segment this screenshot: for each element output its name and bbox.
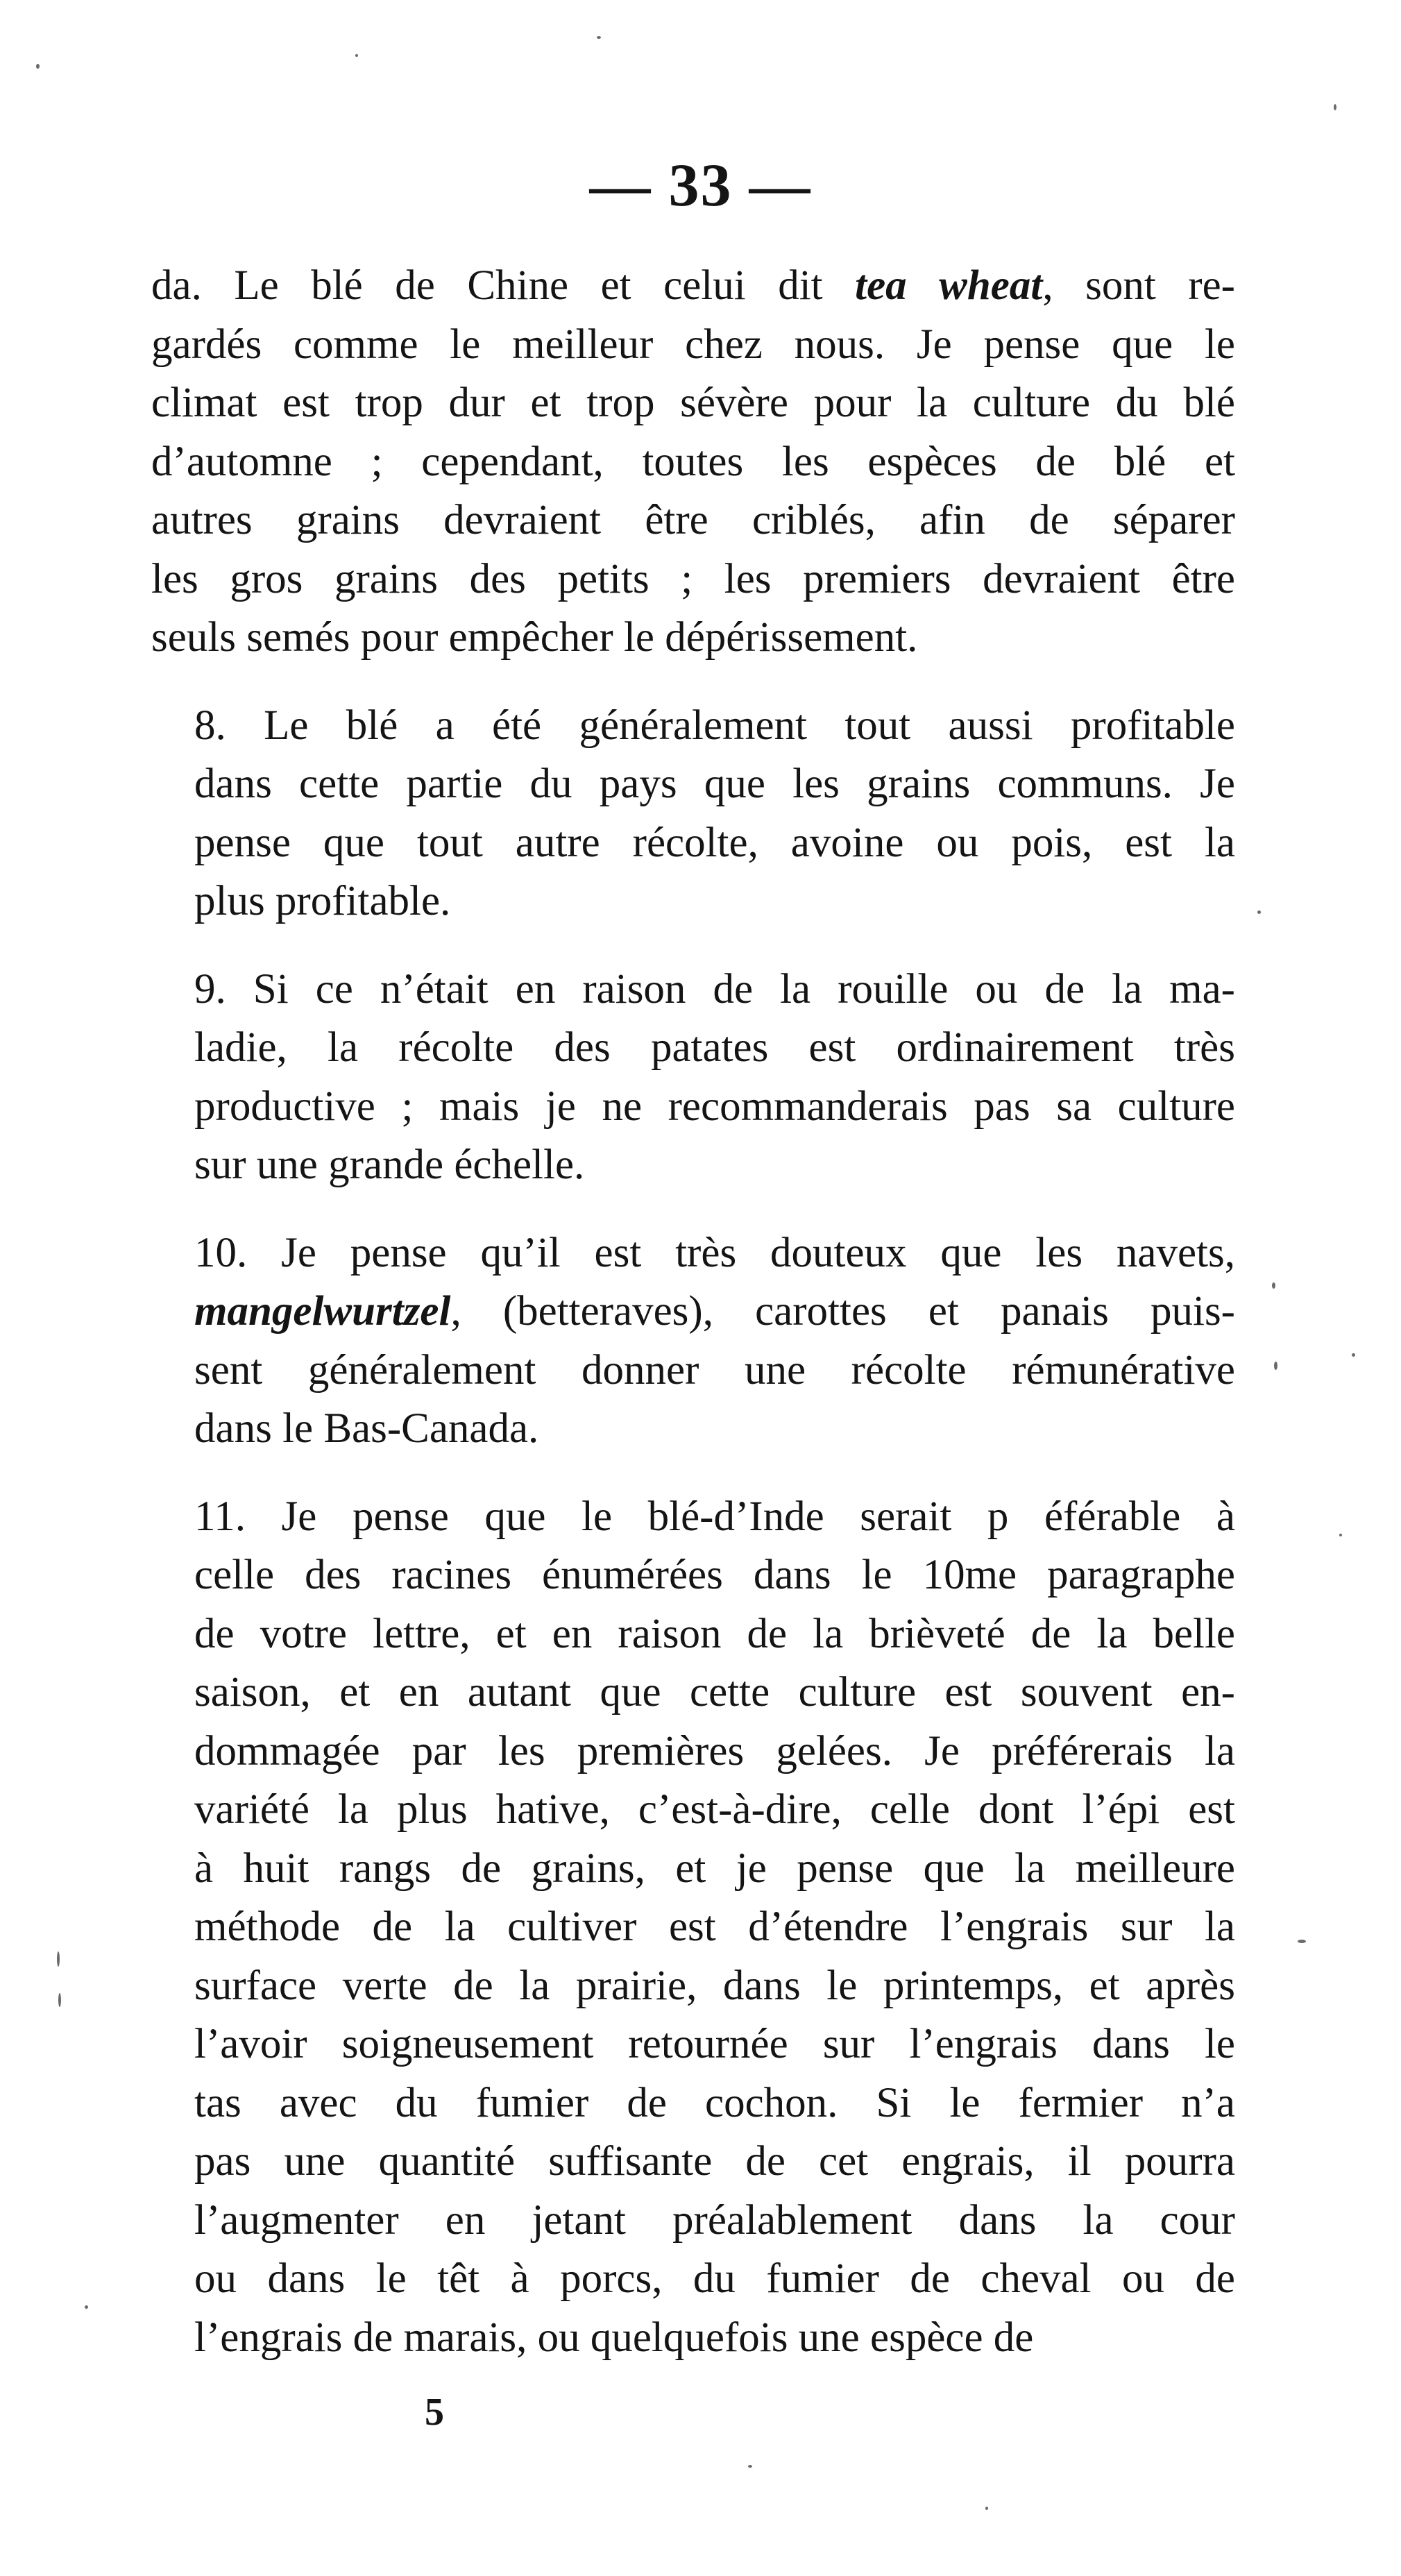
- text-line: saison, et en autant que cette culture est souvent en-: [194, 1669, 1235, 1715]
- scan-speck: [597, 36, 601, 39]
- text-line: dans le Bas-Canada.: [194, 1405, 539, 1452]
- text-line: 10. Je pense qu’il est très douteux que les navets,: [194, 1229, 1235, 1276]
- text-line: de votre lettre, et en raison de la brièveté de la belle: [194, 1610, 1235, 1657]
- text-line: climat est trop dur et trop sévère pour la culture du blé: [151, 380, 1235, 426]
- text-line: productive ; mais je ne recommanderais pas sa culture: [194, 1083, 1235, 1130]
- text-line: 9. Si ce n’était en raison de la rouille ou de la ma-: [194, 965, 1235, 1012]
- text-line: méthode de la cultiver est d’étendre l’engrais sur la: [194, 1904, 1235, 1950]
- scan-speck: [1274, 1362, 1277, 1370]
- page-signature: 5: [425, 2391, 444, 2434]
- scan-speck: [1339, 1534, 1342, 1536]
- text-line: à huit rangs de grains, et je pense que la meilleure: [194, 1845, 1235, 1892]
- text-line: dommagée par les premières gelées. Je préférerais la: [194, 1727, 1235, 1774]
- text-line: 8. Le blé a été généralement tout aussi profitable: [194, 702, 1235, 749]
- text-line: l’engrais de marais, ou quelquefois une espèce de: [194, 2314, 1034, 2361]
- text-line: l’avoir soigneusement retournée sur l’engrais dans le: [194, 2021, 1235, 2067]
- text-line: autres grains devraient être criblés, afin de séparer: [151, 497, 1235, 543]
- scan-speck: [985, 2507, 988, 2510]
- text-line: pas une quantité suffisante de cet engrais, il pourra: [194, 2138, 1235, 2185]
- text-line: mangelwurtzel, (betteraves), carottes et panais puis-: [194, 1288, 1235, 1334]
- scan-speck: [85, 2305, 88, 2309]
- scan-speck: [1298, 1940, 1306, 1943]
- text-line: sur une grande échelle.: [194, 1142, 585, 1188]
- scan-speck: [36, 64, 40, 69]
- scan-speck: [57, 1951, 60, 1967]
- body-text: [151, 257, 1235, 2367]
- paragraph-continuation: [151, 257, 1235, 668]
- text-line: l’augmenter en jetant préalablement dans la cour: [194, 2196, 1235, 2244]
- italic-term: mangelwurtzel: [194, 1288, 451, 1334]
- text-line: pense que tout autre récolte, avoine ou pois, est la: [194, 819, 1235, 866]
- text-line: surface verte de la prairie, dans le printemps, et après: [194, 1962, 1235, 2009]
- scan-speck: [748, 2465, 752, 2468]
- scan-speck: [355, 54, 358, 57]
- paragraph-10: [151, 1224, 1235, 1459]
- page-header: — 33 —: [589, 152, 812, 219]
- text-line: da. Le blé de Chine et celui dit tea wheat, sont re-: [151, 262, 1235, 309]
- text-line: gardés comme le meilleur chez nous. Je pense que le: [151, 321, 1235, 368]
- paragraph-8: [151, 697, 1235, 931]
- text-line: plus profitable.: [194, 878, 451, 924]
- text-line: sent généralement donner une récolte rémunérative: [194, 1346, 1235, 1393]
- scan-speck: [58, 1993, 61, 2007]
- text-line: seuls semés pour empêcher le dépérissement.: [151, 614, 918, 661]
- paragraph-9: [151, 960, 1235, 1195]
- text-line: ou dans le têt à porcs, du fumier de cheval ou de: [194, 2255, 1235, 2302]
- paragraph-11: [151, 1488, 1235, 2368]
- scan-speck: [1257, 910, 1261, 914]
- text-line: ladie, la récolte des patates est ordinairement très: [194, 1024, 1235, 1071]
- scan-speck: [1272, 1282, 1275, 1289]
- scan-speck: [1352, 1353, 1355, 1357]
- text-line: celle des racines énumérées dans le 10me paragraphe: [194, 1552, 1235, 1598]
- text-line: tas avec du fumier de cochon. Si le fermier n’a: [194, 2079, 1235, 2126]
- text-line: d’automne ; cependant, toutes les espèces de blé et: [151, 438, 1235, 485]
- italic-term: tea wheat: [855, 262, 1043, 309]
- text-line: dans cette partie du pays que les grains communs. Je: [194, 761, 1235, 807]
- text-line: variété la plus hative, c’est-à-dire, celle dont l’épi est: [194, 1786, 1235, 1833]
- text-line: 11. Je pense que le blé-d’Inde serait p éférable à: [194, 1493, 1235, 1540]
- scan-speck: [1334, 104, 1336, 110]
- text-line: les gros grains des petits ; les premiers devraient être: [151, 555, 1235, 602]
